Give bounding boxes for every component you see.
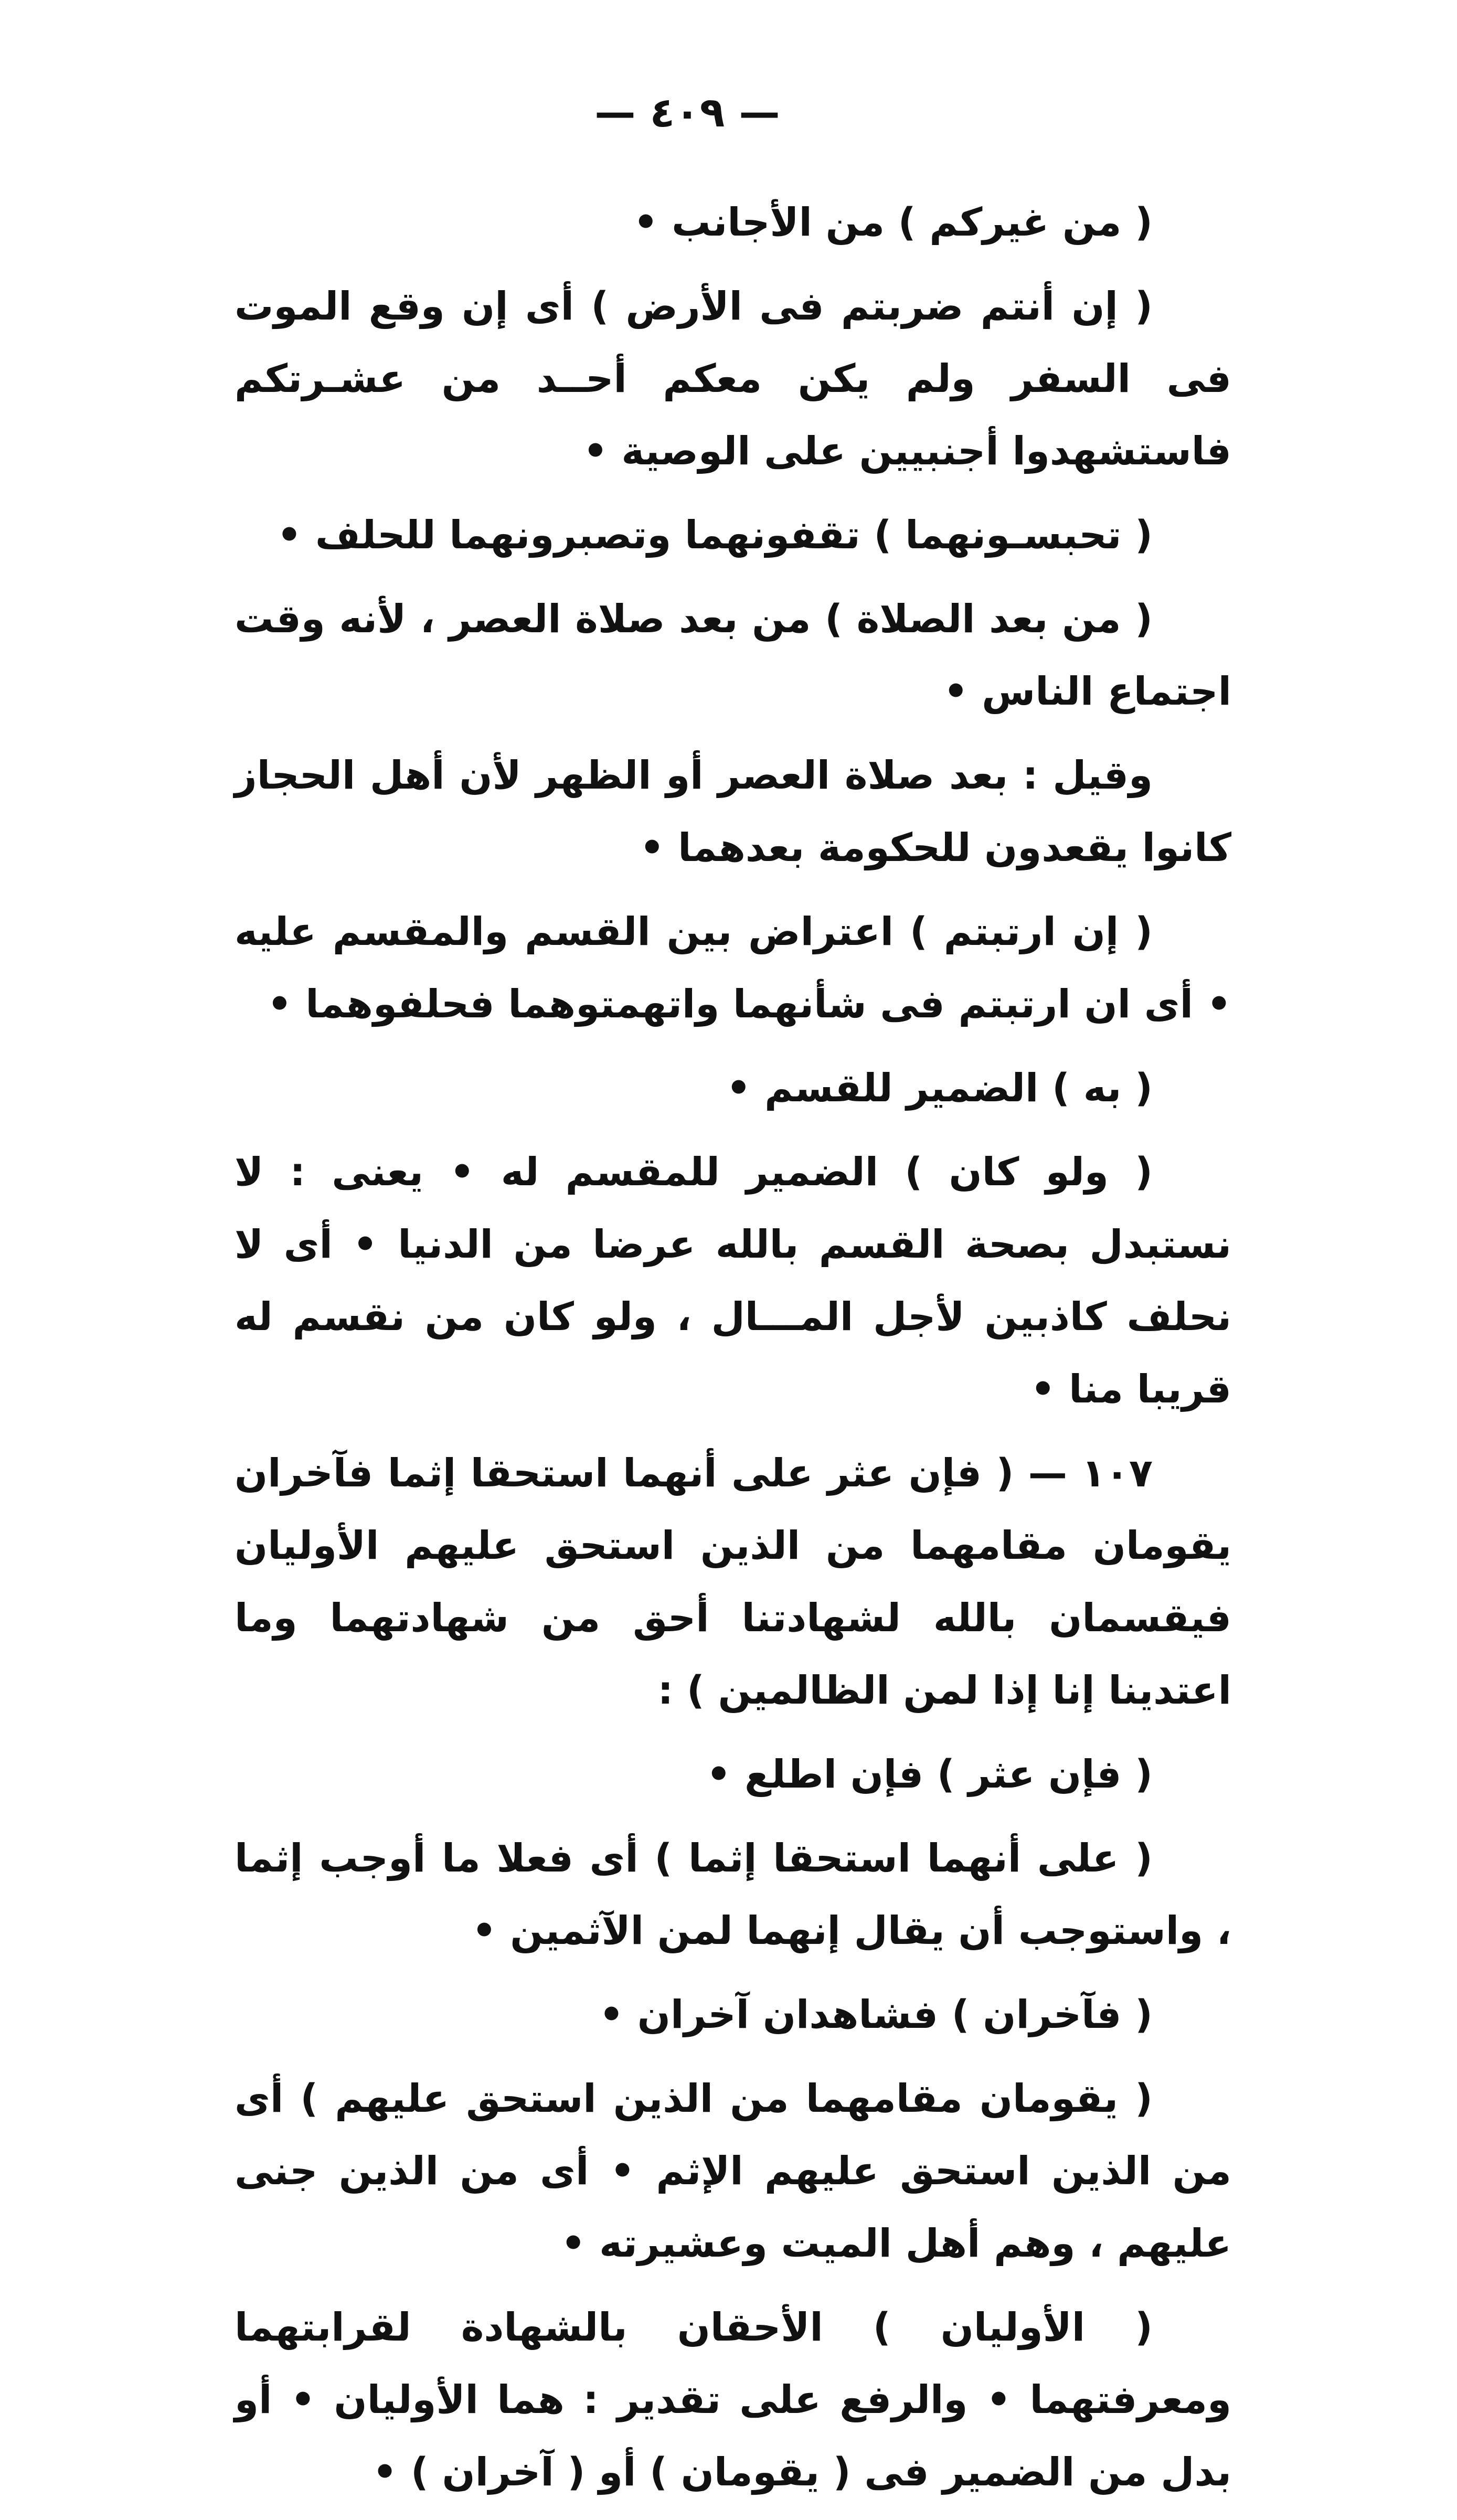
- paragraph-14: ( الأوليان ) الأحقان بالشهادة لقرابتهما ومعرفتهما • والرفع على تقدير : هما الأوليان • أو بدل من الضمير فى ( يقومان ) أو ( آخران ) •: [235, 2305, 1231, 2495]
- verse-107-paragraph: ١٠٧ — ( فإن عثر على أنهما استحقا إثما فآخران يقومان مقامهما من الذين استحق عليهم الأوليان فيقسمان بالله لشهادتنا أحق من شهادتهما وما اعتدينا إنا إذا لمن الظالمين ) :: [235, 1451, 1231, 1713]
- paragraph-6: ( إن ارتبتم ) اعتراض بين القسم والمقسم عليه • أى ان ارتبتم فى شأنهما واتهمتوهما فحلفوهما •: [235, 909, 1231, 1027]
- paragraph-4: ( من بعد الصلاة ) من بعد صلاة العصر ، لأنه وقت اجتماع الناس •: [235, 597, 1231, 714]
- paragraph-12: ( فآخران ) فشاهدان آخران •: [599, 1992, 1153, 2037]
- paragraph-3: ( تحبسـونهما ) تقفونهما وتصبرونهما للحلف •: [276, 513, 1153, 558]
- page-body: [235, 186, 1231, 2520]
- paragraph-1: ( من غيركم ) من الأجانب •: [633, 200, 1153, 245]
- paragraph-13: ( يقومان مقامهما من الذين استحق عليهم ) أى من الذين استحق عليهم الإثم • أى من الذين جنى عليهم ، وهم أهل الميت وعشيرته •: [235, 2076, 1231, 2266]
- paragraph-10: ( فإن عثر ) فإن اطلع •: [706, 1752, 1153, 1797]
- paragraph-8: ( ولو كان ) الضمير للمقسم له • يعنى : لا نستبدل بصحة القسم بالله عرضا من الدنيا • أى لا نحلف كاذبين لأجل المـــال ، ولو كان من نقسم له قريبا منا •: [235, 1150, 1231, 1412]
- paragraph-5: وقيل : بعد صلاة العصر أو الظهر لأن أهل الحجاز كانوا يقعدون للحكومة بعدهما •: [235, 753, 1231, 870]
- paragraph-11: ( على أنهما استحقا إثما ) أى فعلا ما أوجب إثما ، واستوجب أن يقال إنهما لمن الآثمين •: [235, 1836, 1231, 1953]
- paragraph-2: ( إن أنتم ضربتم فى الأرض ) أى إن وقع الموت فى السفر ولم يكن معكم أحــد من عشـرتكم فاستشهدوا أجنبيين على الوصية •: [235, 284, 1231, 474]
- paragraph-7: ( به ) الضمير للقسم •: [726, 1066, 1153, 1111]
- page-number: — ٤٠٩ —: [594, 89, 780, 136]
